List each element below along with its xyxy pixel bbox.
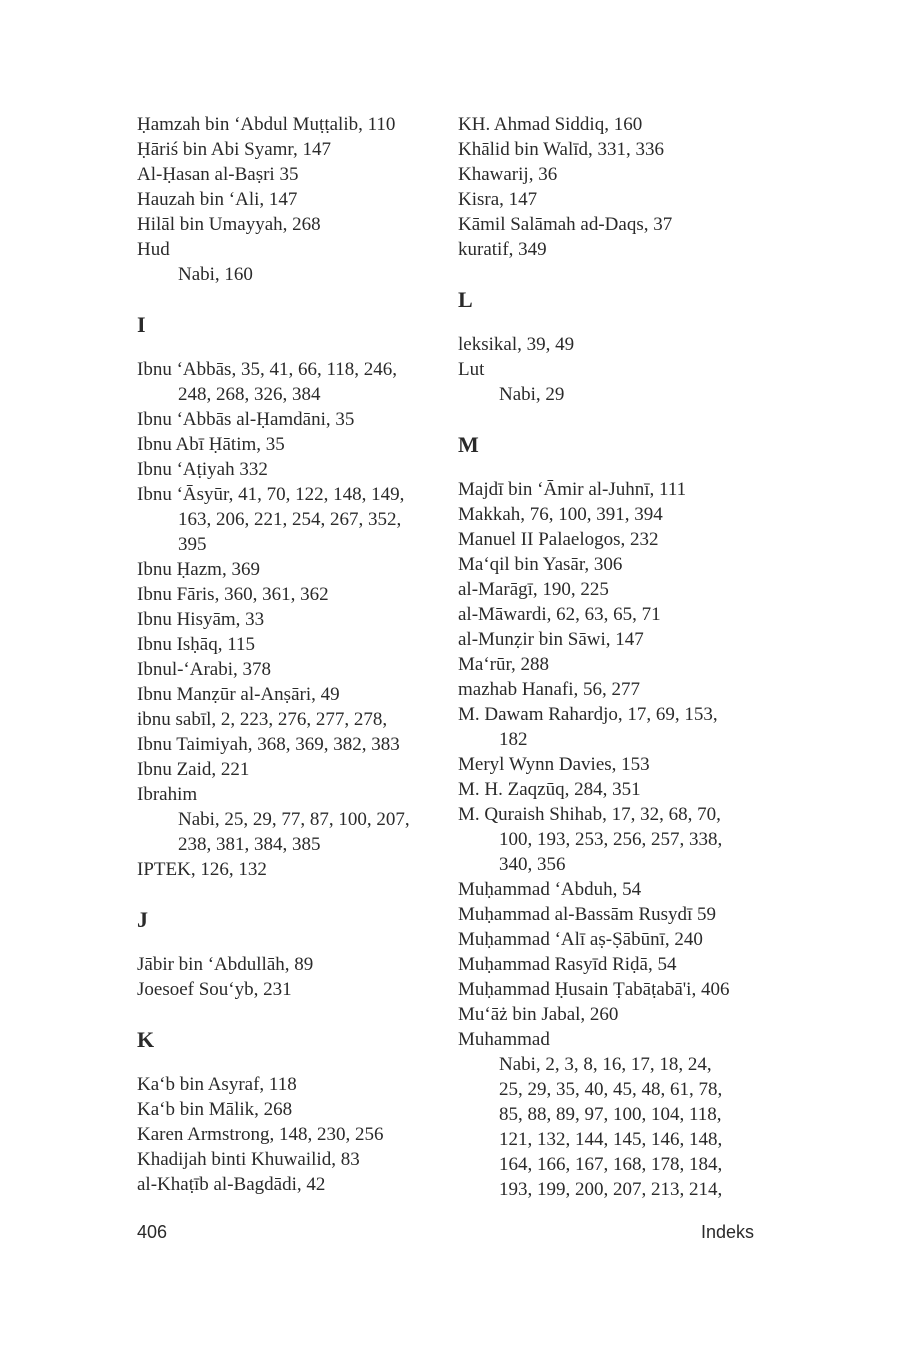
index-subentry: Nabi, 160 [178, 264, 253, 285]
index-entry: Ibnu Isḥāq, 115 [137, 634, 256, 655]
index-entry: Ibnu Abī Ḥātim, 35 [137, 434, 285, 455]
index-entry: M. Dawam Rahardjo, 17, 69, 153, [458, 704, 718, 725]
index-entry: Ka‘b bin Mālik, 268 [137, 1099, 293, 1120]
index-entry: Meryl Wynn Davies, 153 [458, 754, 650, 775]
index-subentry: 85, 88, 89, 97, 100, 104, 118, [499, 1104, 722, 1125]
index-entry: Ibnul-‘Arabi, 378 [137, 659, 272, 680]
index-subentry: Nabi, 2, 3, 8, 16, 17, 18, 24, [499, 1054, 712, 1075]
index-subentry: 164, 166, 167, 168, 178, 184, [499, 1154, 723, 1175]
index-subentry: 248, 268, 326, 384 [178, 384, 321, 405]
section-letter-heading: L [458, 287, 473, 312]
index-entry: al-Marāgī, 190, 225 [458, 579, 609, 600]
index-entry: Muḥammad Rasyīd Riḍā, 54 [458, 954, 677, 975]
index-column-left [137, 112, 437, 1197]
index-entry: Ibnu ‘Āsyūr, 41, 70, 122, 148, 149, [137, 484, 405, 505]
index-entry: Muḥammad ‘Alī aṣ-Ṣābūnī, 240 [458, 929, 703, 950]
index-entry: Ibnu Ḥazm, 369 [137, 559, 260, 580]
index-entry: Kisra, 147 [458, 189, 538, 210]
index-subentry: 100, 193, 253, 256, 257, 338, [499, 829, 723, 850]
index-entry: Ibnu Fāris, 360, 361, 362 [137, 584, 329, 605]
index-entry: leksikal, 39, 49 [458, 334, 575, 355]
page-number: 406 [137, 1222, 168, 1242]
index-entry: Ka‘b bin Asyraf, 118 [137, 1074, 297, 1095]
index-subentry: 193, 199, 200, 207, 213, 214, [499, 1179, 723, 1200]
index-entry: Ibnu Taimiyah, 368, 369, 382, 383 [137, 734, 400, 755]
index-entry: Ḥāriś bin Abi Syamr, 147 [137, 139, 331, 160]
index-entry: Kāmil Salāmah ad-Daqs, 37 [458, 214, 673, 235]
index-subentry: 121, 132, 144, 145, 146, 148, [499, 1129, 723, 1150]
section-letter-heading: J [137, 907, 148, 932]
index-entry: Hud [137, 239, 170, 260]
index-entry: Muḥammad al-Bassām Rusydī 59 [458, 904, 717, 925]
index-subentry: 340, 356 [499, 854, 566, 875]
index-entry: ibnu sabīl, 2, 223, 276, 277, 278, [137, 709, 388, 730]
index-entry: Ibnu Hisyām, 33 [137, 609, 265, 630]
index-entry: Ibnu Zaid, 221 [137, 759, 250, 780]
index-entry: Ibrahim [137, 784, 198, 805]
index-subentry: Nabi, 25, 29, 77, 87, 100, 207, [178, 809, 410, 830]
running-head: Indeks [700, 1222, 754, 1242]
index-entry: Muḥammad Ḥusain Ṭabāṭabā'i, 406 [458, 979, 730, 1000]
index-entry: Makkah, 76, 100, 391, 394 [458, 504, 663, 525]
index-subentry: 238, 381, 384, 385 [178, 834, 321, 855]
index-entry: Jābir bin ‘Abdullāh, 89 [137, 954, 314, 975]
index-entry: M. Quraish Shihab, 17, 32, 68, 70, [458, 804, 721, 825]
index-entry: Karen Armstrong, 148, 230, 256 [137, 1124, 384, 1145]
index-entry: Manuel II Palaelogos, 232 [458, 529, 659, 550]
index-entry: KH. Ahmad Siddiq, 160 [458, 114, 643, 135]
section-letter-heading: I [137, 312, 146, 337]
index-entry: Muḥammad ‘Abduh, 54 [458, 879, 642, 900]
index-subentry: Nabi, 29 [499, 384, 565, 405]
index-entry: Ma‘qil bin Yasār, 306 [458, 554, 623, 575]
index-entry: Ibnu ‘Abbās al-Ḥamdāni, 35 [137, 409, 355, 430]
index-entry: Ḥamzah bin ‘Abdul Muṭṭalib, 110 [137, 114, 396, 135]
index-entry: IPTEK, 126, 132 [137, 859, 267, 880]
index-entry: Hauzah bin ‘Ali, 147 [137, 189, 298, 210]
index-entry: Khawarij, 36 [458, 164, 558, 185]
index-subentry: 163, 206, 221, 254, 267, 352, [178, 509, 402, 530]
index-entry: Muhammad [458, 1029, 550, 1050]
index-entry: Joesoef Sou‘yb, 231 [137, 979, 292, 1000]
index-entry: Hilāl bin Umayyah, 268 [137, 214, 321, 235]
index-entry: mazhab Hanafi, 56, 277 [458, 679, 641, 700]
index-entry: Ibnu ‘Abbās, 35, 41, 66, 118, 246, [137, 359, 397, 380]
index-entry: Ibnu ‘Aṭiyah 332 [137, 459, 268, 480]
index-entry: Khadijah binti Khuwailid, 83 [137, 1149, 360, 1170]
index-entry: Al-Ḥasan al-Baṣri 35 [137, 164, 299, 185]
index-entry: Mu‘āż bin Jabal, 260 [458, 1004, 619, 1025]
index-entry: al-Māwardi, 62, 63, 65, 71 [458, 604, 661, 625]
section-letter-heading: K [137, 1027, 155, 1052]
index-entry: M. H. Zaqzūq, 284, 351 [458, 779, 641, 800]
index-subentry: 395 [178, 534, 207, 555]
section-letter-heading: M [458, 432, 479, 457]
index-entry: Lut [458, 359, 485, 380]
index-entry: al-Khaṭīb al-Bagdādi, 42 [137, 1174, 326, 1195]
index-entry: kuratif, 349 [458, 239, 547, 260]
index-subentry: 182 [499, 729, 528, 750]
index-entry: Majdī bin ‘Āmir al-Juhnī, 111 [458, 479, 687, 500]
index-subentry: 25, 29, 35, 40, 45, 48, 61, 78, [499, 1079, 723, 1100]
index-entry: Khālid bin Walīd, 331, 336 [458, 139, 665, 160]
index-column-right [458, 112, 758, 1202]
index-entry: al-Munẓir bin Sāwi, 147 [458, 629, 644, 650]
index-entry: Ma‘rūr, 288 [458, 654, 550, 675]
index-entry: Ibnu Manẓūr al-Anṣāri, 49 [137, 684, 340, 705]
